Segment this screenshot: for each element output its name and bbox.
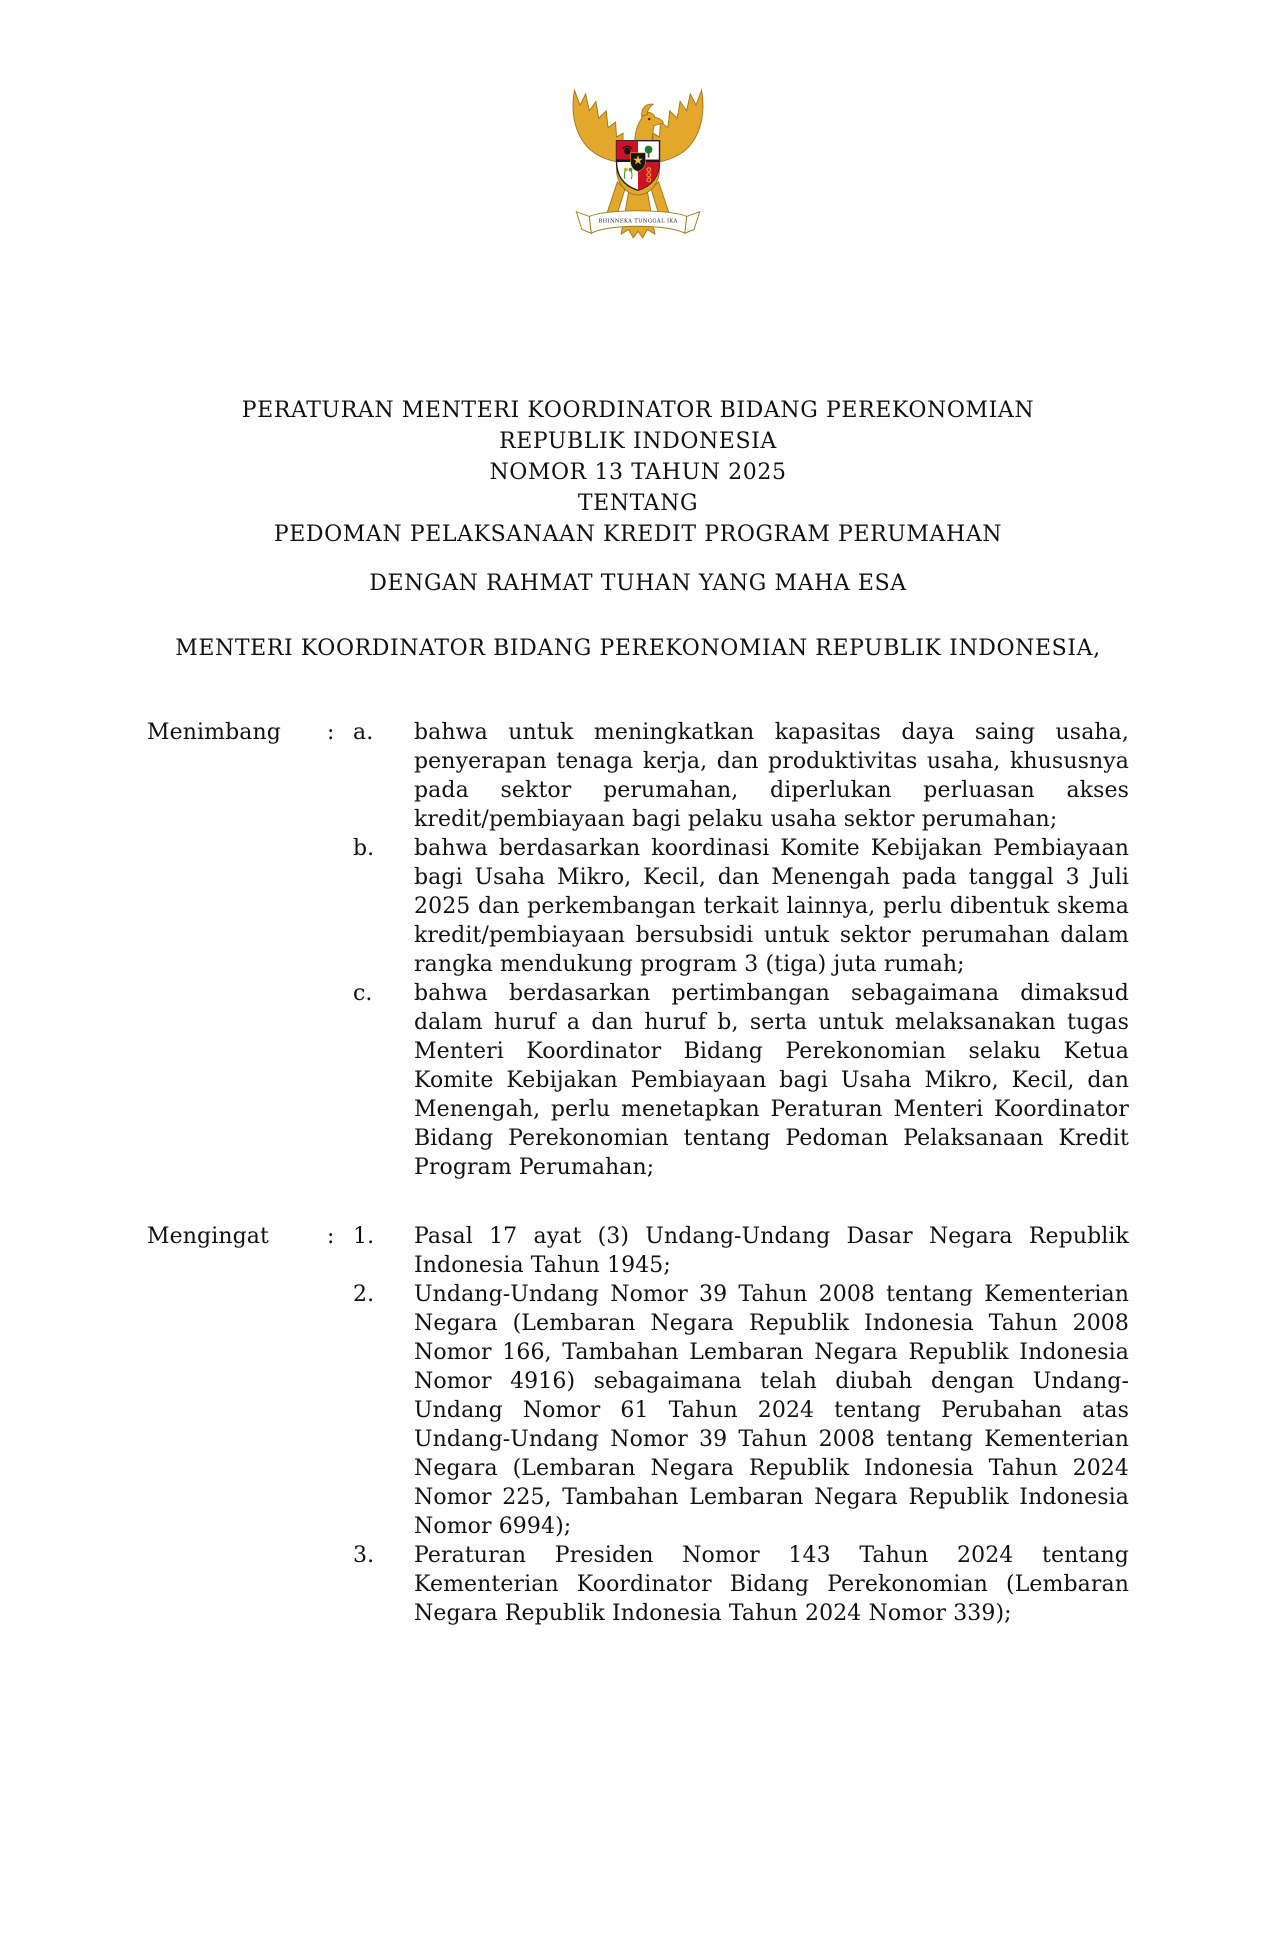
mengingat-text-3: Peraturan Presiden Nomor 143 Tahun 2024 tentang Kementerian Koordinator Bidang Perekonomian (Lembaran Negara Republik Indonesia Tahun 2024 Nomor 339); xyxy=(414,1543,1129,1626)
emblem-container xyxy=(0,0,1276,251)
menimbang-colon: : xyxy=(327,720,335,745)
menimbang-marker-b: b. xyxy=(353,836,375,861)
banyan-tree-icon xyxy=(648,153,650,158)
menimbang-label: Menimbang xyxy=(147,720,281,745)
mengingat-text-1: Pasal 17 ayat (3) Undang-Undang Dasar Negara Republik Indonesia Tahun 1945; xyxy=(414,1224,1129,1278)
mengingat-label: Mengingat xyxy=(147,1224,269,1249)
document-title-block xyxy=(147,395,1129,550)
title-line-4: TENTANG xyxy=(577,491,699,516)
mengingat-marker-2: 2. xyxy=(353,1282,375,1307)
mengingat-section xyxy=(147,1222,1129,1628)
menimbang-text-b: bahwa berdasarkan koordinasi Komite Kebijakan Pembiayaan bagi Usaha Mikro, Kecil, dan Menengah pada tanggal 3 Juli 2025 dan perkembangan terkait lainnya, perlu dibentuk skema kredit/pembiayaan bersubsidi untuk sektor perumahan dalam rangka mendukung program 3 (tiga) juta rumah; xyxy=(414,836,1129,977)
spacer xyxy=(147,979,327,1182)
spacer xyxy=(327,1280,353,1541)
title-line-5: PEDOMAN PELAKSANAAN KREDIT PROGRAM PERUMAHAN xyxy=(273,522,1003,547)
title-line-1: PERATURAN MENTERI KOORDINATOR BIDANG PEREKONOMIAN xyxy=(241,398,1035,423)
banteng-icon xyxy=(624,148,631,155)
spacer xyxy=(327,834,353,979)
garuda-pancasila-emblem xyxy=(563,64,713,251)
spacer xyxy=(147,1280,327,1541)
title-line-3: NOMOR 13 TAHUN 2025 xyxy=(489,460,787,485)
spacer xyxy=(147,1541,327,1628)
spacer xyxy=(147,834,327,979)
title-line-2: REPUBLIK INDONESIA xyxy=(499,429,777,454)
spacer xyxy=(327,979,353,1182)
menimbang-text-c: bahwa berdasarkan pertimbangan sebagaimana dimaksud dalam huruf a dan huruf b, serta untuk melaksanakan tugas Menteri Koordinator Bidang Perekonomian selaku Ketua Komite Kebijakan Pembiayaan bagi Usaha Mikro, Kecil, dan Menengah, perlu menetapkan Peraturan Menteri Koordinator Bidang Perekonomian tentang Pedoman Pelaksanaan Kredit Program Perumahan; xyxy=(414,981,1129,1180)
mengingat-marker-3: 3. xyxy=(353,1543,375,1568)
menimbang-text-a: bahwa untuk meningkatkan kapasitas daya saing usaha, penyerapan tenaga kerja, dan produktivitas usaha, khususnya pada sektor perumahan, diperlukan perluasan akses kredit/pembiayaan bagi pelaku usaha sektor perumahan; xyxy=(414,720,1129,832)
invocation-line: DENGAN RAHMAT TUHAN YANG MAHA ESA xyxy=(369,571,907,596)
menimbang-marker-c: c. xyxy=(353,981,373,1006)
mengingat-colon: : xyxy=(327,1224,335,1249)
menimbang-marker-a: a. xyxy=(353,720,374,745)
emblem-motto-text: BHINNEKA TUNGGAL IKA xyxy=(598,218,678,225)
document-content xyxy=(147,395,1129,1628)
mengingat-marker-1: 1. xyxy=(353,1224,375,1249)
eye-icon xyxy=(648,118,650,120)
mengingat-text-2: Undang-Undang Nomor 39 Tahun 2008 tentang Kementerian Negara (Lembaran Negara Republik Indonesia Tahun 2008 Nomor 166, Tambahan Lembaran Negara Republik Indonesia Nomor 4916) sebagaimana telah diubah dengan Undang-Undang Nomor 61 Tahun 2024 tentang Perubahan atas Undang-Undang Nomor 39 Tahun 2008 tentang Kementerian Negara (Lembaran Negara Republik Indonesia Tahun 2024 Nomor 225, Tambahan Lembaran Negara Republik Indonesia Nomor 6994); xyxy=(414,1282,1129,1539)
spacer xyxy=(327,1541,353,1628)
menimbang-section xyxy=(147,718,1129,1182)
authority-line: MENTERI KOORDINATOR BIDANG PEREKONOMIAN REPUBLIK INDONESIA, xyxy=(175,636,1101,661)
